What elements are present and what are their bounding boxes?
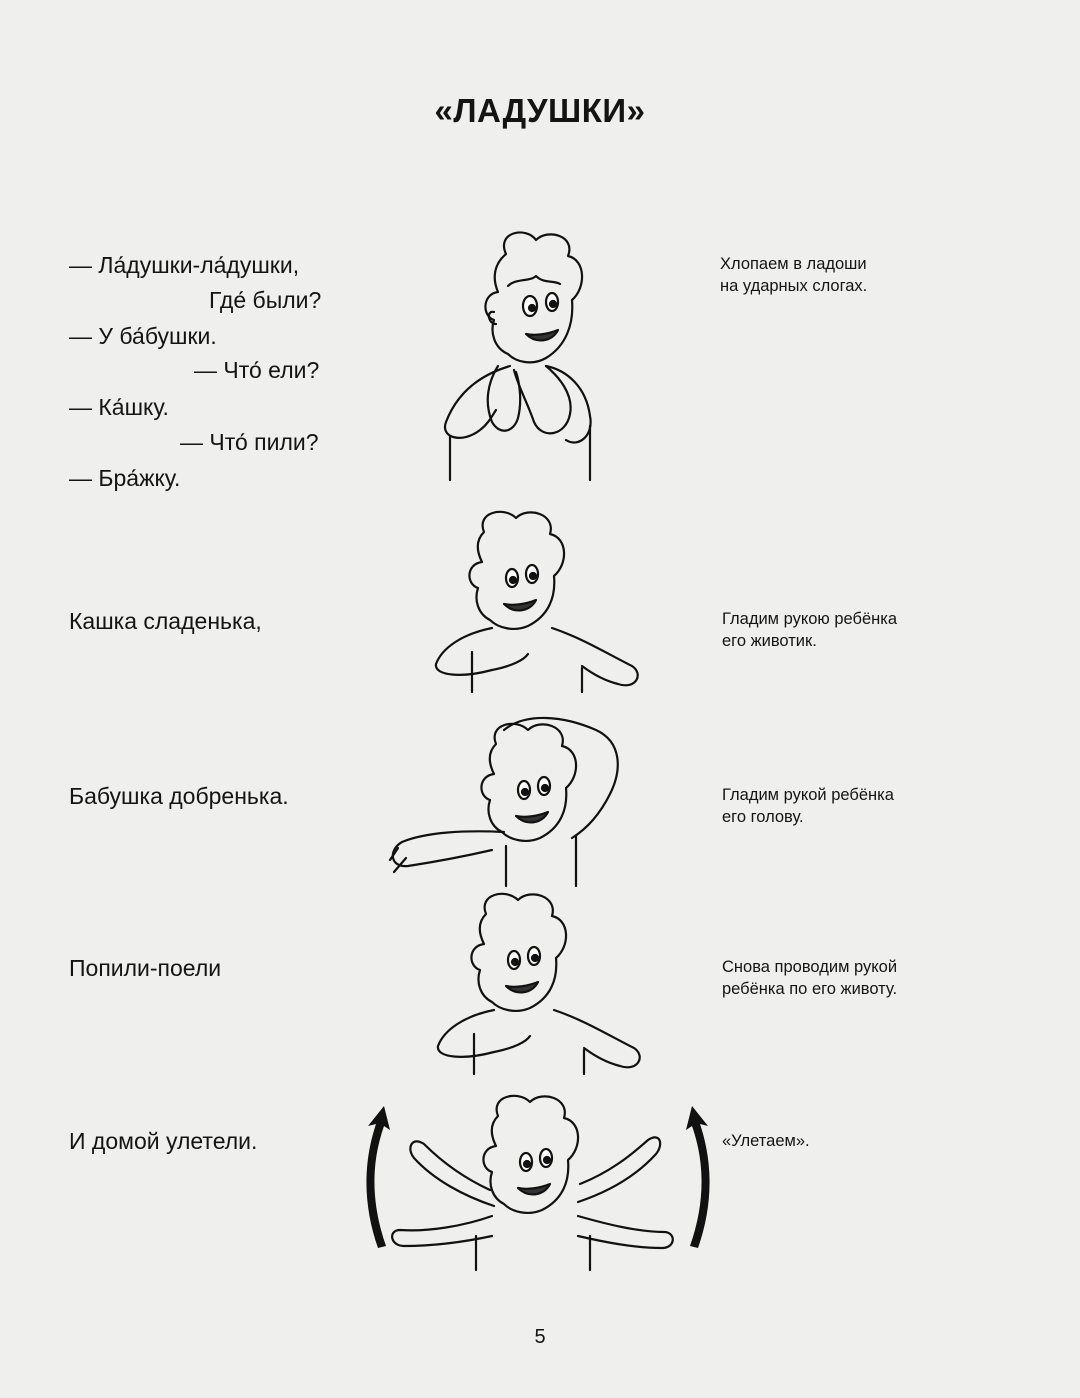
page-number: 5 [534,1326,546,1348]
verse-line-10: Попили-поели [69,955,222,981]
page-title: «ЛАДУШКИ» [434,92,646,129]
verse-line-8: Кашка сладенька, [69,608,262,634]
instruction-4-line-2: ребёнка по его животу. [722,980,898,998]
instruction-5: «Улетаем». [722,1132,810,1150]
instruction-2-line-1: Гладим рукою ребёнка [722,610,898,628]
boy-clapping-illustration [436,226,606,482]
verse-line-3: — У ба́бушки. [69,323,217,349]
boy-tummy-illustration [432,506,644,692]
verse-line-6: — Что́ пили? [180,429,319,455]
instruction-2-line-2: его животик. [722,632,817,650]
verse-line-4: — Что́ ели? [194,357,320,383]
instruction-1 [720,253,980,297]
boy-flying-illustration [364,1086,712,1270]
verse-line-7: — Бра́жку. [69,465,181,491]
instruction-3-line-2: его голову. [722,808,804,826]
verse-line-9: Бабушка добренька. [69,783,289,809]
instruction-2 [722,608,982,652]
verse-line-2: Где́ были? [209,287,322,313]
verse-line-11: И домой улетели. [69,1128,258,1154]
boy-head-illustration [386,710,632,886]
instruction-3 [722,784,982,828]
verse-line-5: — Ка́шку. [69,394,169,420]
instruction-4 [722,956,982,1000]
instruction-1-line-1: Хлопаем в ладоши [720,255,867,273]
instruction-4-line-1: Снова проводим рукой [722,958,898,976]
boy-tummy-again-illustration [434,888,646,1074]
instruction-1-line-2: на ударных слогах. [720,277,868,295]
instruction-3-line-1: Гладим рукой ребёнка [722,786,894,804]
verse-line-1: — Ла́душки-ла́душки, [69,252,300,278]
